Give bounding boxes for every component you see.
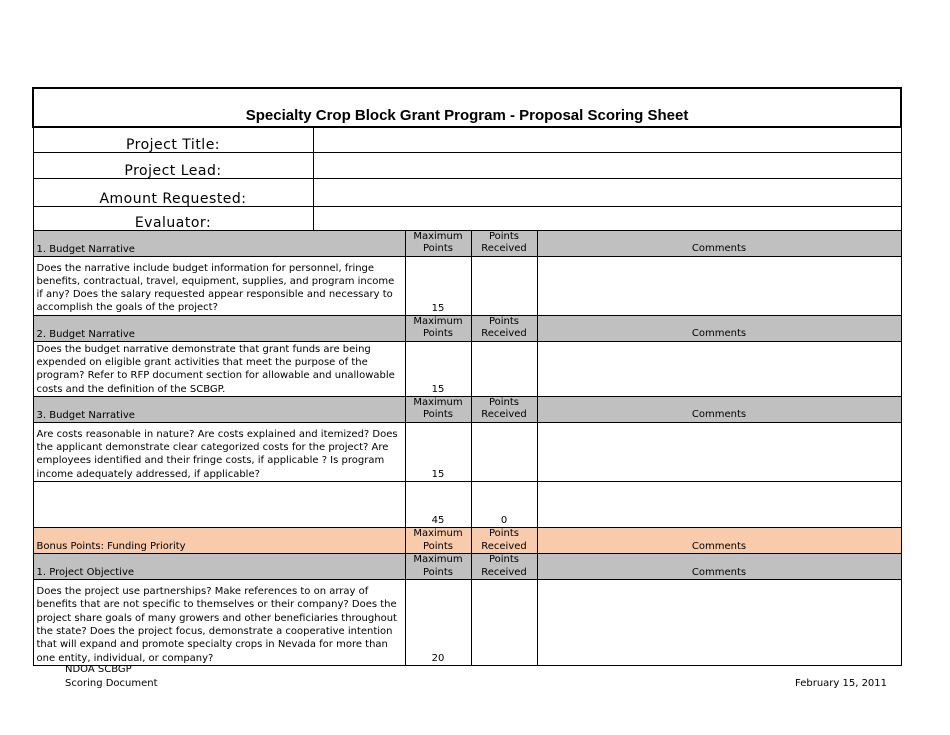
sheet-title: Specialty Crop Block Grant Program - Proposal Scoring Sheet xyxy=(33,88,901,127)
section-header: 1. Project Objective xyxy=(33,554,405,580)
comments-header: Comments xyxy=(537,315,901,341)
comments-field[interactable] xyxy=(537,256,901,315)
points-received-field[interactable] xyxy=(471,580,537,666)
points-received-field[interactable] xyxy=(471,341,537,396)
project-lead-field[interactable] xyxy=(313,152,901,178)
question-text: Does the project use partnerships? Make references to on array of benefits that are not specific to themselves or their company? Does the project share goals of many growers and other beneficiaries throughout the state? Does the project focus, demonstrate a cooperative intention that will expand and promote specialty crops in Nevada for more than one entity, individual, or company? xyxy=(33,580,405,666)
footer-left xyxy=(65,663,158,691)
comments-field[interactable] xyxy=(537,580,901,666)
evaluator-field[interactable] xyxy=(313,206,901,230)
points-received-header: Points Received xyxy=(471,528,537,554)
max-points-value: 15 xyxy=(405,422,471,481)
section-header: 3. Budget Narrative xyxy=(33,396,405,422)
points-received-header: Points Received xyxy=(471,230,537,256)
footer-doc: Scoring Document xyxy=(65,678,158,689)
subtotal-points-received: 0 xyxy=(471,482,537,528)
subtotal-max-points: 45 xyxy=(405,482,471,528)
points-received-field[interactable] xyxy=(471,256,537,315)
scoring-table xyxy=(32,87,902,666)
question-text: Are costs reasonable in nature? Are costs explained and itemized? Does the applicant demonstrate clear categorized costs for the project? Are employees identified and their fringe costs, if applicable ? Is program income adequately addressed, if applicable? xyxy=(33,422,405,481)
comments-header: Comments xyxy=(537,230,901,256)
max-points-header: Maximum Points xyxy=(405,230,471,256)
footer-date: February 15, 2011 xyxy=(795,678,888,689)
subtotal-label-cell xyxy=(33,482,405,528)
question-text: Does the narrative include budget information for personnel, fringe benefits, contractual, travel, equipment, supplies, and program income if any? Does the salary requested appear responsible and necessary to accomplish the goals of the project? xyxy=(33,256,405,315)
project-title-field[interactable] xyxy=(313,127,901,152)
comments-header: Comments xyxy=(537,396,901,422)
bonus-header: Bonus Points: Funding Priority xyxy=(33,528,405,554)
evaluator-label: Evaluator: xyxy=(33,206,313,230)
max-points-header: Maximum Points xyxy=(405,396,471,422)
comments-field[interactable] xyxy=(537,341,901,396)
comments-field[interactable] xyxy=(537,422,901,481)
section-header: 2. Budget Narrative xyxy=(33,315,405,341)
max-points-header: Maximum Points xyxy=(405,554,471,580)
max-points-value: 15 xyxy=(405,256,471,315)
max-points-header: Maximum Points xyxy=(405,315,471,341)
points-received-header: Points Received xyxy=(471,315,537,341)
project-lead-label: Project Lead: xyxy=(33,152,313,178)
subtotal-comments-cell xyxy=(537,482,901,528)
amount-requested-label: Amount Requested: xyxy=(33,178,313,206)
max-points-value: 15 xyxy=(405,341,471,396)
max-points-header: Maximum Points xyxy=(405,528,471,554)
points-received-field[interactable] xyxy=(471,422,537,481)
amount-requested-field[interactable] xyxy=(313,178,901,206)
scoring-sheet xyxy=(32,87,900,666)
section-header: 1. Budget Narrative xyxy=(33,230,405,256)
comments-header: Comments xyxy=(537,528,901,554)
points-received-header: Points Received xyxy=(471,554,537,580)
footer-org: NDOA SCBGP xyxy=(65,664,132,675)
comments-header: Comments xyxy=(537,554,901,580)
project-title-label: Project Title: xyxy=(33,127,313,152)
points-received-header: Points Received xyxy=(471,396,537,422)
max-points-value: 20 xyxy=(405,580,471,666)
question-text: Does the budget narrative demonstrate that grant funds are being expended on eligible grant activities that meet the purpose of the program? Refer to RFP document section for allowable and unallowable costs and the definition of the SCBGP. xyxy=(33,341,405,396)
